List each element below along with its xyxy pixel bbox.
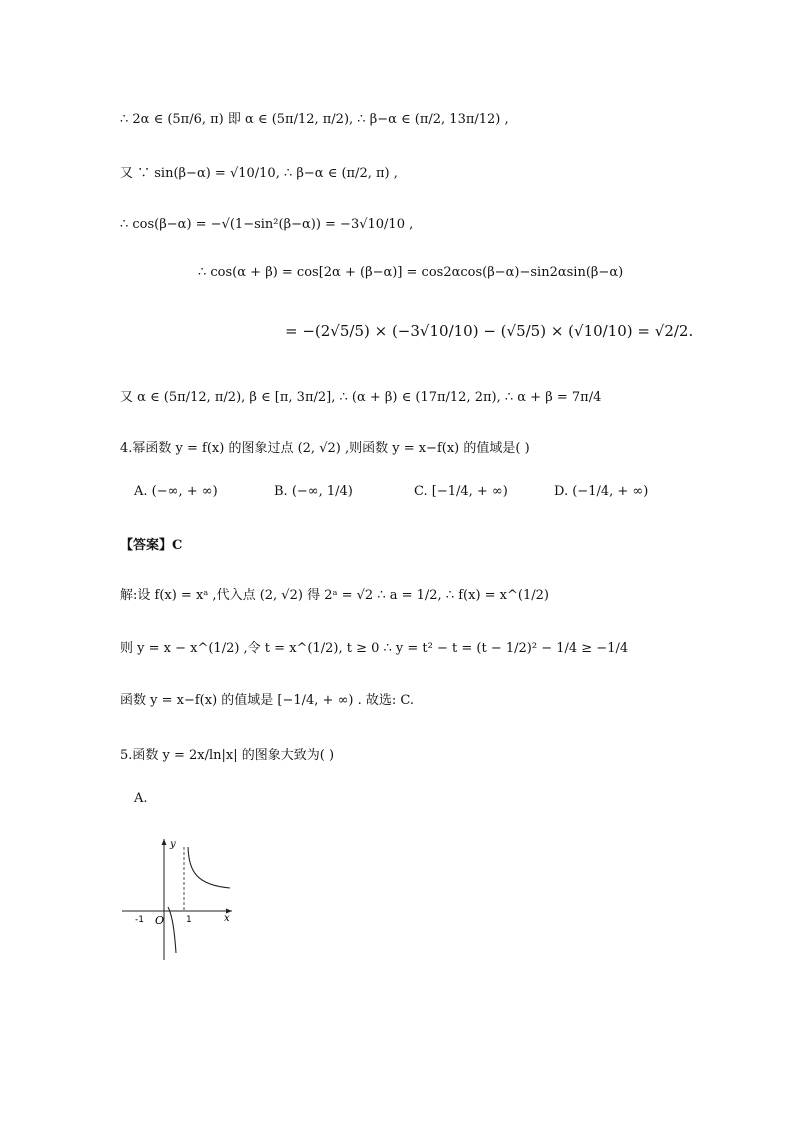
x-axis-label: x (224, 913, 230, 924)
q4-option-b: B. (−∞, 1/4) (274, 484, 353, 499)
solution-line-2: 又 ∵ sin(β−α) = √10/10, ∴ β−α ∈ (π/2, π) , (120, 166, 398, 181)
origin-label: O (155, 914, 165, 927)
q5-option-a-graph (118, 833, 236, 963)
q5-option-a-label: A. (134, 791, 148, 806)
q4-option-a: A. (−∞, + ∞) (134, 484, 218, 499)
y-axis-arrow (162, 839, 167, 845)
explanation-line-3: 函数 y = x−f(x) 的值域是 [−1/4, + ∞) . 故选: C. (120, 693, 415, 708)
tick-label-neg-1: -1 (135, 915, 144, 925)
question-4: 4.幂函数 y = f(x) 的图象过点 (2, √2) ,则函数 y = x−f(x) 的值域是( ) (120, 441, 530, 456)
solution-line-1: ∴ 2α ∈ (5π/6, π) 即 α ∈ (5π/12, π/2), ∴ β−α ∈ (π/2, 13π/12) , (120, 112, 509, 127)
q4-option-d: D. (−1/4, + ∞) (554, 484, 649, 499)
tick-label-1: 1 (186, 915, 192, 925)
explanation-line-1: 解:设 f(x) = xᵃ ,代入点 (2, √2) 得 2ᵃ = √2 ∴ a = 1/2, ∴ f(x) = x^(1/2) (120, 588, 549, 603)
solution-line-3: ∴ cos(β−α) = −√(1−sin²(β−α)) = −3√10/10 , (120, 217, 414, 232)
explanation-line-2: 则 y = x − x^(1/2) ,令 t = x^(1/2), t ≥ 0 ∴ y = t² − t = (t − 1/2)² − 1/4 ≥ −1/4 (120, 641, 629, 656)
answer-label: 【答案】C (120, 538, 183, 553)
solution-line-5: = −(2√5/5) × (−3√10/10) − (√5/5) × (√10/10) = √2/2. (285, 322, 694, 340)
question-5: 5.函数 y = 2x/ln|x| 的图象大致为( ) (120, 748, 335, 763)
solution-line-4: ∴ cos(α + β) = cos[2α + (β−α)] = cos2αcos(β−α)−sin2αsin(β−α) (198, 265, 624, 280)
y-axis-label: y (170, 839, 176, 850)
q4-option-c: C. [−1/4, + ∞) (414, 484, 508, 499)
right-branch-curve (188, 847, 230, 888)
solution-line-6: 又 α ∈ (5π/12, π/2), β ∈ [π, 3π/2], ∴ (α + β) ∈ (17π/12, 2π), ∴ α + β = 7π/4 (120, 390, 602, 405)
left-branch-curve (168, 907, 176, 953)
